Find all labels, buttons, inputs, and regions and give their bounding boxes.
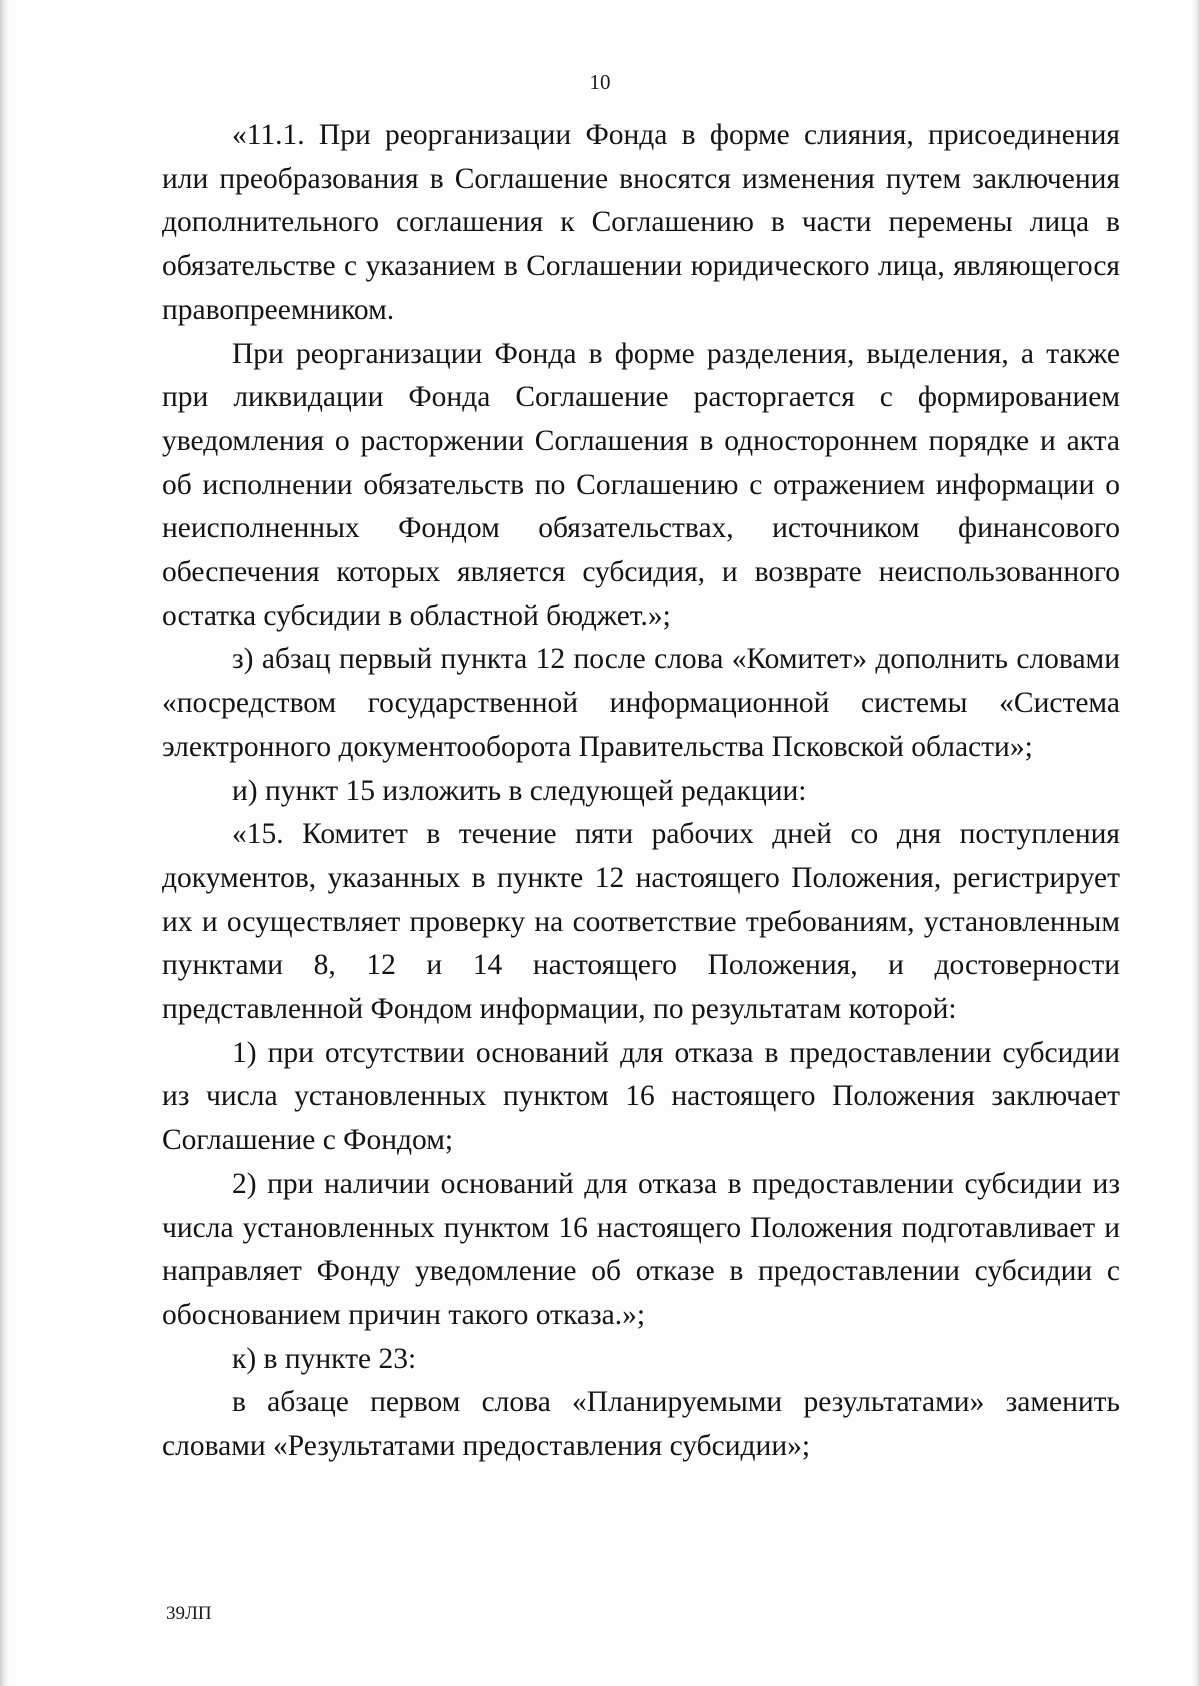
paragraph-k: к) в пункте 23: bbox=[232, 1342, 417, 1375]
paragraph-11-1: «11.1. При реорганизации Фонда в форме слияния, присоединения или преобразования в Соглашение вносятся изменения путем заключения дополнительного соглашения к Соглашению в части перемены лица в обязательстве с указанием в Соглашении юридического лица, являющегося правопреемником. bbox=[162, 119, 1120, 326]
document-body bbox=[162, 114, 1120, 1469]
scan-edge-left bbox=[0, 0, 9, 1686]
paragraph-z: з) абзац первый пункта 12 после слова «Комитет» дополнить словами «посредством государственной информационной системы «Система электронного документооборота Правительства Псковской области»; bbox=[162, 643, 1120, 763]
document-code: 39ЛП bbox=[166, 1603, 212, 1624]
paragraph-k-abzac: в абзаце первом слова «Планируемыми результатами» заменить словами «Результатами предоставления субсидии»; bbox=[162, 1386, 1120, 1463]
paragraph-15-item-2: 2) при наличии оснований для отказа в предоставлении субсидии из числа установленных пунктом 16 настоящего Положения подготавливает и направляет Фонду уведомление об отказе в предоставлении субсидии с обоснованием причин такого отказа.»; bbox=[162, 1167, 1120, 1331]
paragraph-15: «15. Комитет в течение пяти рабочих дней со дня поступления документов, указанных в пункте 12 настоящего Положения, регистрирует их и осуществляет проверку на соответствие требованиям, установленным пунктами 8, 12 и 14 настоящего Положения, и достоверности представленной Фондом информации, по результатам которой: bbox=[162, 818, 1120, 1026]
scan-edge-right bbox=[1192, 0, 1200, 1686]
paragraph-reorganization: При реорганизации Фонда в форме разделения, выделения, а также при ликвидации Фонда Соглашение расторгается с формированием уведомления о расторжении Соглашения в одностороннем порядке и акта об исполнении обязательств по Соглашению с отражением информации о неисполненных Фондом обязательствах, источником финансового обеспечения которых является субсидия, и возврате неиспользованного остатка субсидии в областной бюджет.»; bbox=[162, 337, 1120, 632]
page-number: 10 bbox=[589, 70, 611, 94]
paragraph-i: и) пункт 15 изложить в следующей редакции: bbox=[232, 774, 807, 807]
paragraph-15-item-1: 1) при отсутствии оснований для отказа в предоставлении субсидии из числа установленных пунктом 16 настоящего Положения заключает Соглашение с Фондом; bbox=[162, 1036, 1120, 1157]
